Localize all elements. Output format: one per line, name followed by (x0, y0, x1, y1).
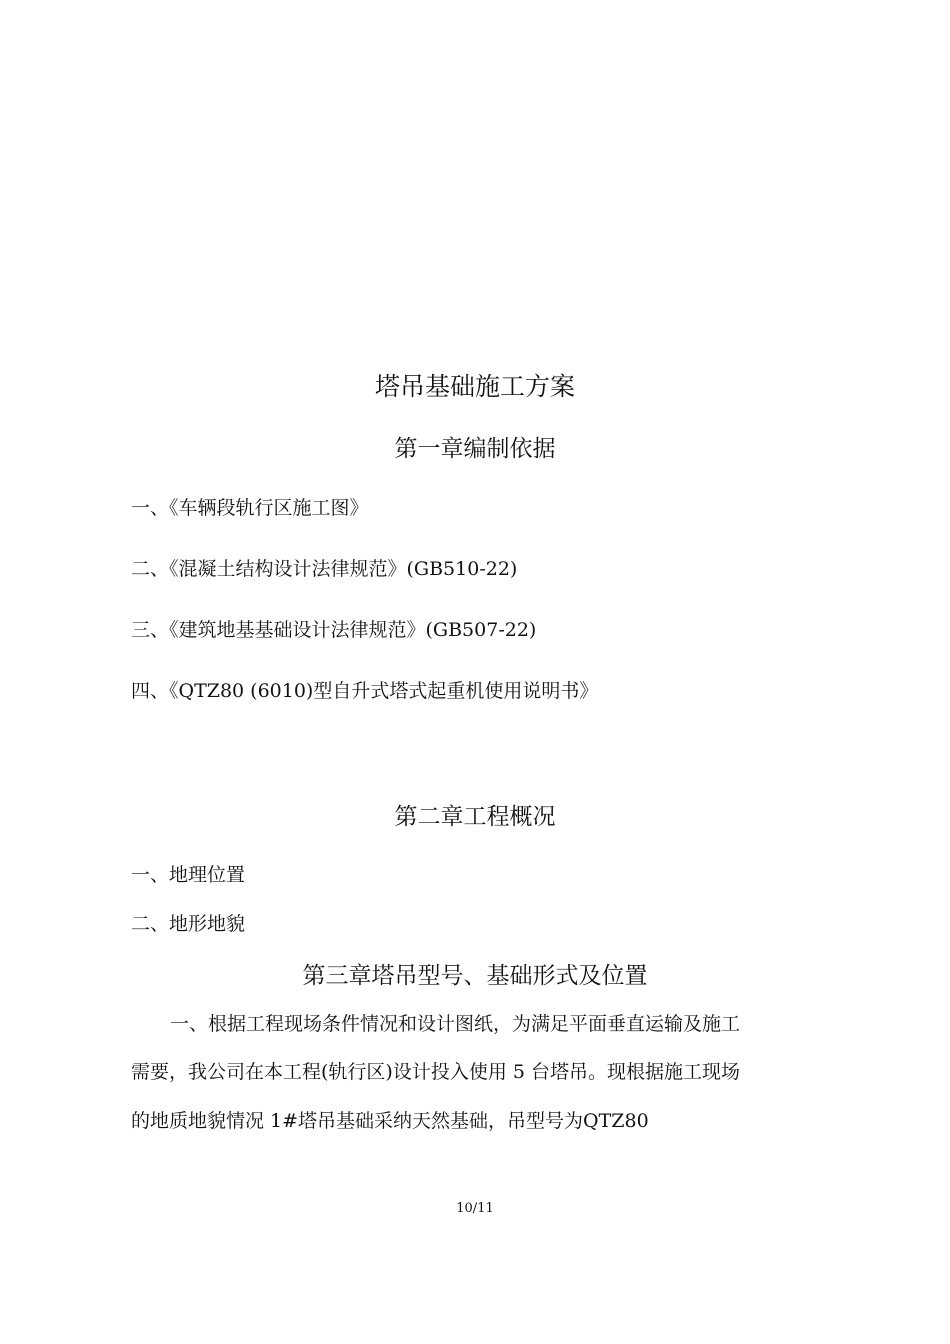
chapter-1-item-1: 一、《车辆段轨行区施工图》 (131, 497, 369, 519)
chapter-1-item-2: 二、《混凝土结构设计法律规范》(GB510-22) (131, 558, 518, 580)
chapter-3-paragraph-line-3: 的地质地貌情况 1#塔吊基础采纳天然基础，吊型号为QTZ80 (131, 1110, 649, 1132)
chapter-3-paragraph-line-1: 一、根据工程现场条件情况和设计图纸，为满足平面垂直运输及施工 (170, 1013, 741, 1035)
chapter-1-item-4: 四、《QTZ80 (6010)型自升式塔式起重机使用说明书》 (131, 680, 599, 702)
page-number: 10/11 (456, 1201, 494, 1216)
chapter-2-item-2: 二、地形地貌 (131, 913, 246, 935)
chapter-3-heading: 第三章塔吊型号、基础形式及位置 (302, 963, 648, 989)
chapter-2-heading: 第二章工程概况 (394, 804, 556, 830)
chapter-1-heading: 第一章编制依据 (394, 436, 556, 462)
chapter-3-paragraph-line-2: 需要，我公司在本工程(轨行区)设计投入使用 5 台塔吊。现根据施工现场 (131, 1061, 740, 1083)
chapter-2-item-1: 一、地理位置 (131, 864, 246, 886)
document-title: 塔吊基础施工方案 (374, 372, 575, 401)
chapter-1-item-3: 三、《建筑地基基础设计法律规范》(GB507-22) (131, 619, 537, 641)
